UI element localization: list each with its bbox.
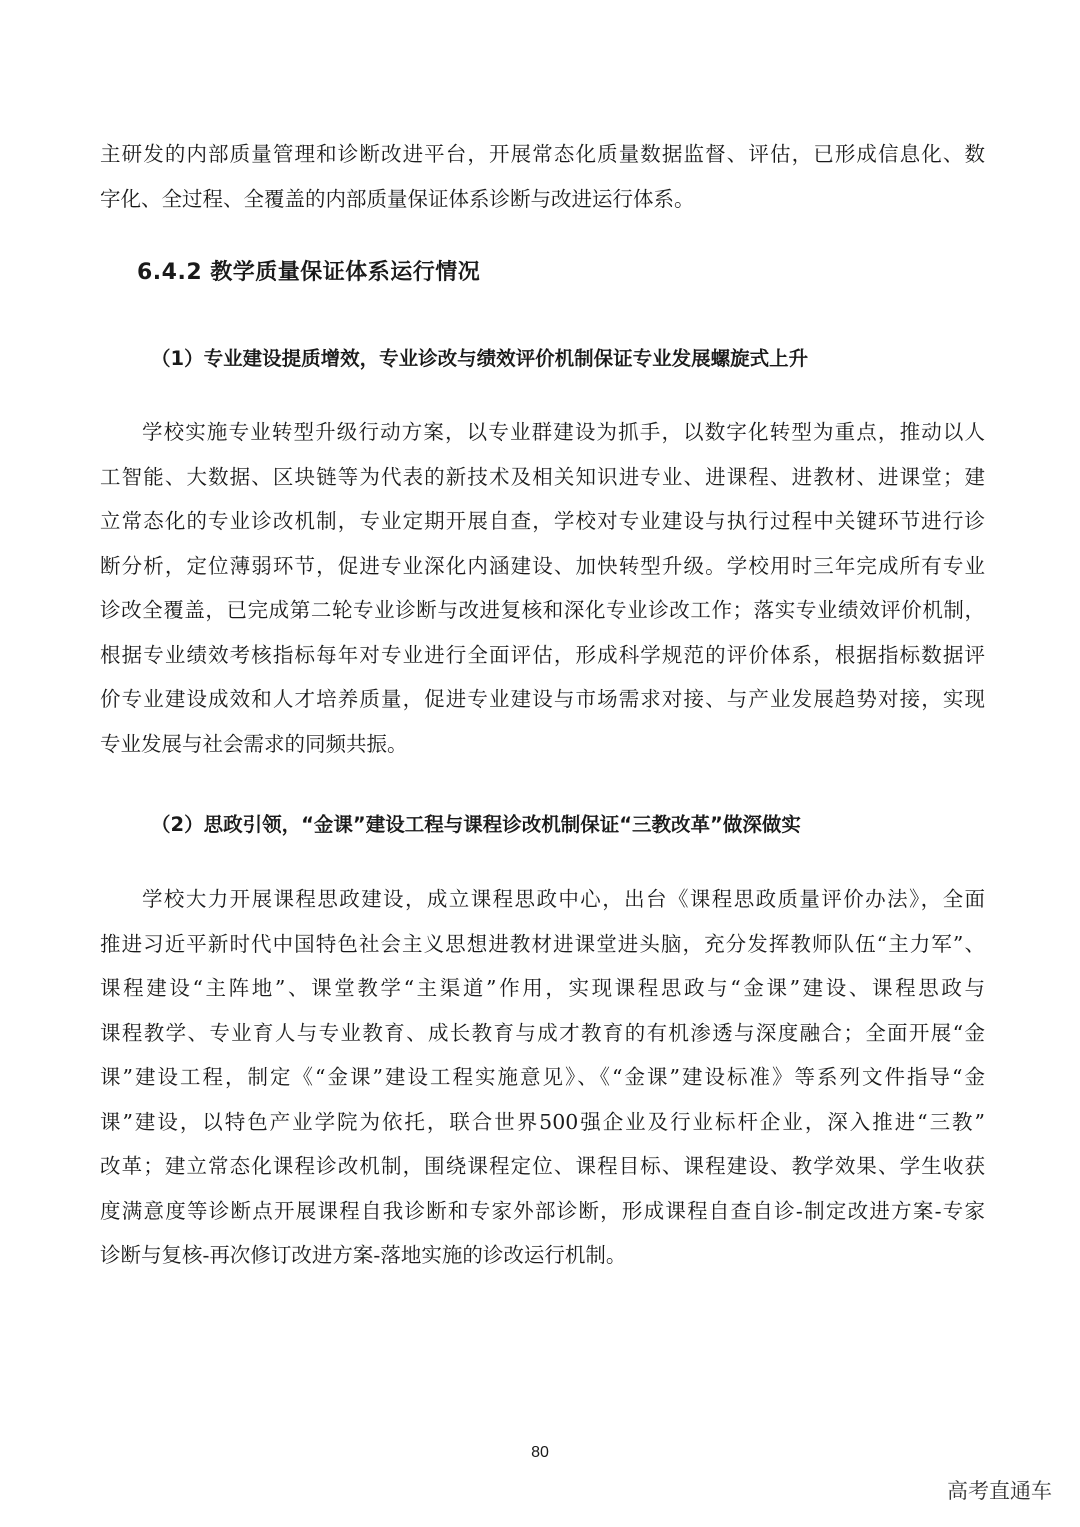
text-line: 度满意度等诊断点开展课程自我诊断和专家外部诊断，形成课程自查自诊-制定改进方案-专家 [100,1198,985,1223]
text-line: 立常态化的专业诊改机制，专业定期开展自查，学校对专业建设与执行过程中关键环节进行诊 [100,509,985,533]
text-line: 断分析，定位薄弱环节，促进专业深化内涵建设、加快转型升级。学校用时三年完成所有专业 [100,553,985,578]
text-line: 改革；建立常态化课程诊改机制，围绕课程定位、课程目标、课程建设、教学效果、学生收获 [100,1154,985,1178]
text-line: 课”建设，以特色产业学院为依托，联合世界500强企业及行业标杆企业，深入推进“三教” [100,1109,985,1134]
text-line: 价专业建设成效和人才培养质量，促进专业建设与市场需求对接、与产业发展趋势对接，实现 [100,687,985,711]
text-line: 根据专业绩效考核指标每年对专业进行全面评估，形成科学规范的评价体系，根据指标数据评 [100,642,985,667]
section-heading: 6.4.2 教学质量保证体系运行情况 [137,260,481,285]
text-line: 课程建设“主阵地”、课堂教学“主渠道”作用，实现课程思政与“金课”建设、课程思政与 [100,976,985,1000]
text-line: 学校大力开展课程思政建设，成立课程思政中心，出台《课程思政质量评价办法》，全面 [142,887,985,911]
subsection-heading-2: （2）思政引领，“金课”建设工程与课程诊改机制保证“三教改革”做深做实 [151,813,801,836]
text-line: 诊改全覆盖，已完成第二轮专业诊断与改进复核和深化专业诊改工作；落实专业绩效评价机制， [100,598,985,622]
text-line: 推进习近平新时代中国特色社会主义思想进教材进课堂进头脑，充分发挥教师队伍“主力军”、 [100,931,985,956]
watermark: 高考直通车 [947,1479,1052,1503]
text-line: 专业发展与社会需求的同频共振。 [100,731,408,756]
text-line: 诊断与复核-再次修订改进方案-落地实施的诊改运行机制。 [100,1243,627,1267]
text-line: 字化、全过程、全覆盖的内部质量保证体系诊断与改进运行体系。 [100,186,695,211]
intro-paragraph [100,132,985,221]
text-line: 学校实施专业转型升级行动方案，以专业群建设为抓手，以数字化转型为重点，推动以人 [142,420,985,444]
page-number: 80 [531,1444,549,1461]
paragraph-2 [100,877,985,1278]
subsection-heading-1: （1）专业建设提质增效，专业诊改与绩效评价机制保证专业发展螺旋式上升 [151,347,809,370]
text-line: 工智能、大数据、区块链等为代表的新技术及相关知识进专业、进课程、进教材、进课堂；建 [100,464,985,489]
paragraph-1 [100,410,985,766]
text-line: 课程教学、专业育人与专业教育、成长教育与成才教育的有机渗透与深度融合；全面开展“金 [100,1020,985,1045]
text-line: 主研发的内部质量管理和诊断改进平台，开展常态化质量数据监督、评估，已形成信息化、数 [100,142,985,166]
text-line: 课”建设工程，制定《“金课”建设工程实施意见》、《“金课”建设标准》等系列文件指导“金 [100,1065,985,1089]
